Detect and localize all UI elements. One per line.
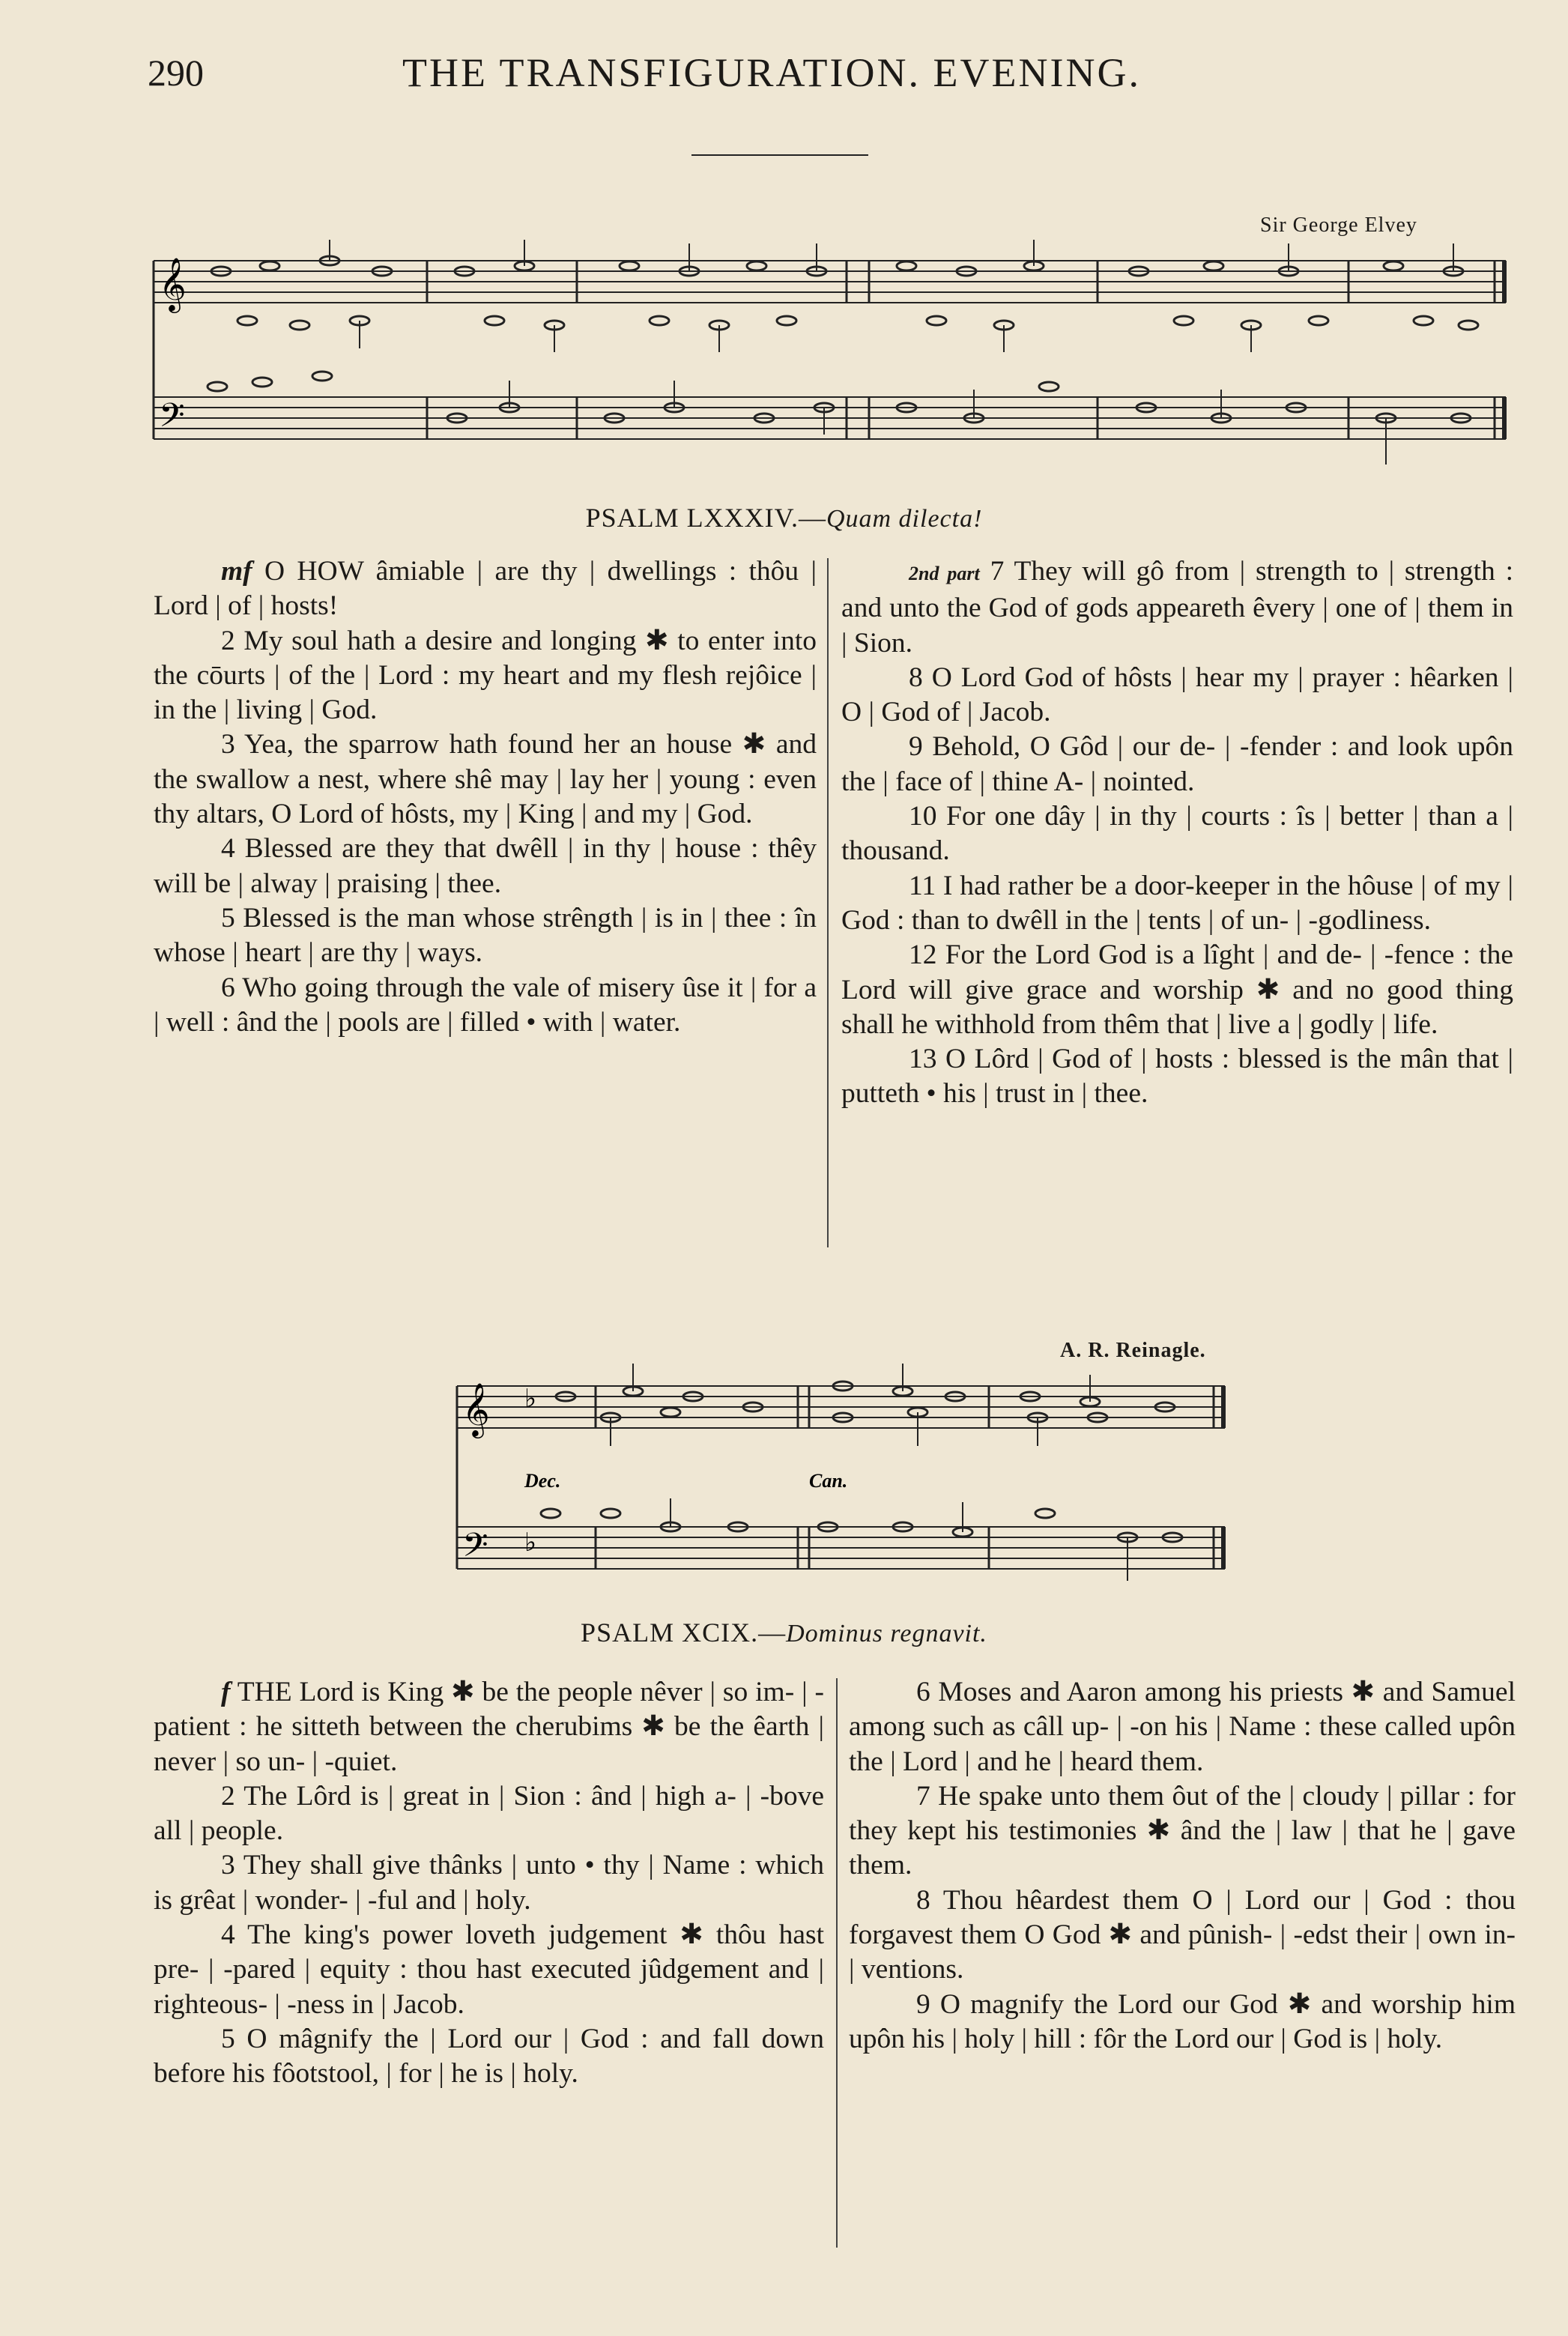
flat-icon: ♭ — [524, 1385, 537, 1413]
psalm-99-number: PSALM XCIX. — [581, 1618, 759, 1647]
treble-clef-icon: 𝄞 — [462, 1385, 490, 1435]
verse: 8 O Lord God of hôsts | hear my | prayer : hêarken | O | God of | Jacob. — [841, 662, 1513, 728]
dynamic-mark: mf — [221, 556, 252, 587]
psalm-99-title: PSALM XCIX.—Dominus regnavit. — [581, 1618, 987, 1647]
header-rule — [691, 154, 868, 156]
verse: 11 I had rather be a door-keeper in the hôuse | of my | God : than to dwêll in the | tents | of un- | -godliness. — [841, 870, 1513, 936]
verse: 9 Behold, O Gôd | our de- | -fender : and look upôn the | face of | thine A- | nointed. — [841, 731, 1513, 797]
psalm-99-latin: Dominus regnavit. — [786, 1620, 987, 1647]
running-title: THE TRANSFIGURATION. EVENING. — [402, 50, 1141, 95]
composer-reinagle: A. R. Reinagle. — [1060, 1339, 1206, 1362]
verse: 12 For the Lord God is a lîght | and de- | -fence : the Lord will give grace and worship ✱ and no good thing shall he withhold from thêm that | live a | godly | life. — [841, 939, 1513, 1040]
bass-staff-2 — [457, 1527, 1225, 1569]
notes-2 — [541, 1382, 1182, 1542]
verse: 4 Blessed are they that dwêll | in thy | house : thêy will be | alway | praising | thee. — [154, 833, 817, 899]
treble-clef-icon: 𝄞 — [159, 259, 187, 310]
flat-icon: ♭ — [524, 1529, 537, 1557]
psalm-84-latin: Quam dilecta! — [826, 505, 983, 533]
chant-score-1 — [150, 240, 1513, 487]
psalm-84-left-column — [154, 554, 817, 1040]
verse: 8 Thou hêardest them O | Lord our | God : thou forgavest them O God ✱ and pûnish- | -edst their | own in- | ventions. — [849, 1884, 1516, 1985]
psalm-99-right-column — [849, 1675, 1516, 2057]
chant-score-2 — [453, 1364, 1232, 1588]
part-mark: 2nd part — [909, 563, 980, 584]
cantoris-label: Can. — [809, 1470, 848, 1492]
composer-elvey: Sir George Elvey — [1260, 214, 1417, 237]
psalm-84-title: PSALM LXXXIV.—Quam dilecta! — [585, 503, 983, 533]
verse: 2 My soul hath a desire and longing ✱ to enter into the cōurts | of the | Lord : my heart and my flesh rejôice | in the | living | God. — [154, 625, 817, 726]
dynamic-mark: f — [221, 1677, 231, 1707]
verse: 6 Who going through the vale of misery ûse it | for a | well : ând the | pools are | filled • with | water. — [154, 972, 817, 1038]
verse: 2 The Lôrd is | great in | Sion : ând | high a- | -bove all | people. — [154, 1780, 824, 1847]
verse: 6 Moses and Aaron among his priests ✱ and Samuel among such as câll up- | -on his | Name : these called upôn the | Lord | and he | heard them. — [849, 1677, 1516, 1777]
stems-1 — [330, 240, 1453, 465]
verse: 9 O magnify the Lord our God ✱ and worship him upôn his | holy | hill : fôr the Lord our | God is | holy. — [849, 1988, 1516, 2054]
page-number: 290 — [148, 52, 204, 94]
verse: 5 Blessed is the man whose strêngth | is in | thee : în whose | heart | are thy | ways. — [154, 902, 817, 969]
verse: 2nd part 7 They will gô from | strength to | strength : and unto the God of gods appeareth êvery | one of | them in | Sion. — [841, 556, 1513, 659]
bass-clef-icon: 𝄢 — [159, 397, 185, 442]
bass-clef-icon: 𝄢 — [462, 1527, 488, 1572]
verse: f THE Lord is King ✱ be the people nêver | so im- | -patient : he sitteth between the cherubims ✱ be the êarth | never | so un- | -quiet. — [154, 1677, 824, 1777]
psalm-99-left-column — [154, 1675, 824, 2092]
verse: 7 He spake unto them ôut of the | cloudy | pillar : for they kept his testimonies ✱ ând the | law | that he | gave them. — [849, 1780, 1516, 1881]
psalm-84-number: PSALM LXXXIV. — [585, 503, 799, 533]
verse: 3 Yea, the sparrow hath found her an house ✱ and the swallow a nest, where shê may | lay her | young : even thy altars, O Lord of hôsts, my | King | and my | God. — [154, 729, 817, 830]
verse: 13 O Lôrd | God of | hosts : blessed is the mân that | putteth • his | trust in | thee. — [841, 1044, 1513, 1110]
column-divider — [827, 558, 829, 1247]
column-divider — [836, 1678, 838, 2248]
verse: mf O HOW âmiable | are thy | dwellings : thôu | Lord | of | hosts! — [154, 556, 817, 622]
verse: 3 They shall give thânks | unto • thy | Name : which is grêat | wonder- | -ful and | holy. — [154, 1850, 824, 1916]
decani-label: Dec. — [524, 1470, 561, 1492]
treble-staff — [154, 261, 1506, 303]
psalm-84-right-column — [841, 554, 1513, 1112]
verse: 10 For one dây | in thy | courts : îs | better | than a | thousand. — [841, 801, 1513, 867]
verse: 4 The king's power loveth judgement ✱ thôu hast pre- | -pared | equity : thou hast executed jûdgement and | righteous- | -ness in | Jacob. — [154, 1919, 824, 2020]
verse: 5 O mâgnify the | Lord our | God : and fall down before his fôotstool, | for | he is | holy. — [154, 2023, 824, 2090]
